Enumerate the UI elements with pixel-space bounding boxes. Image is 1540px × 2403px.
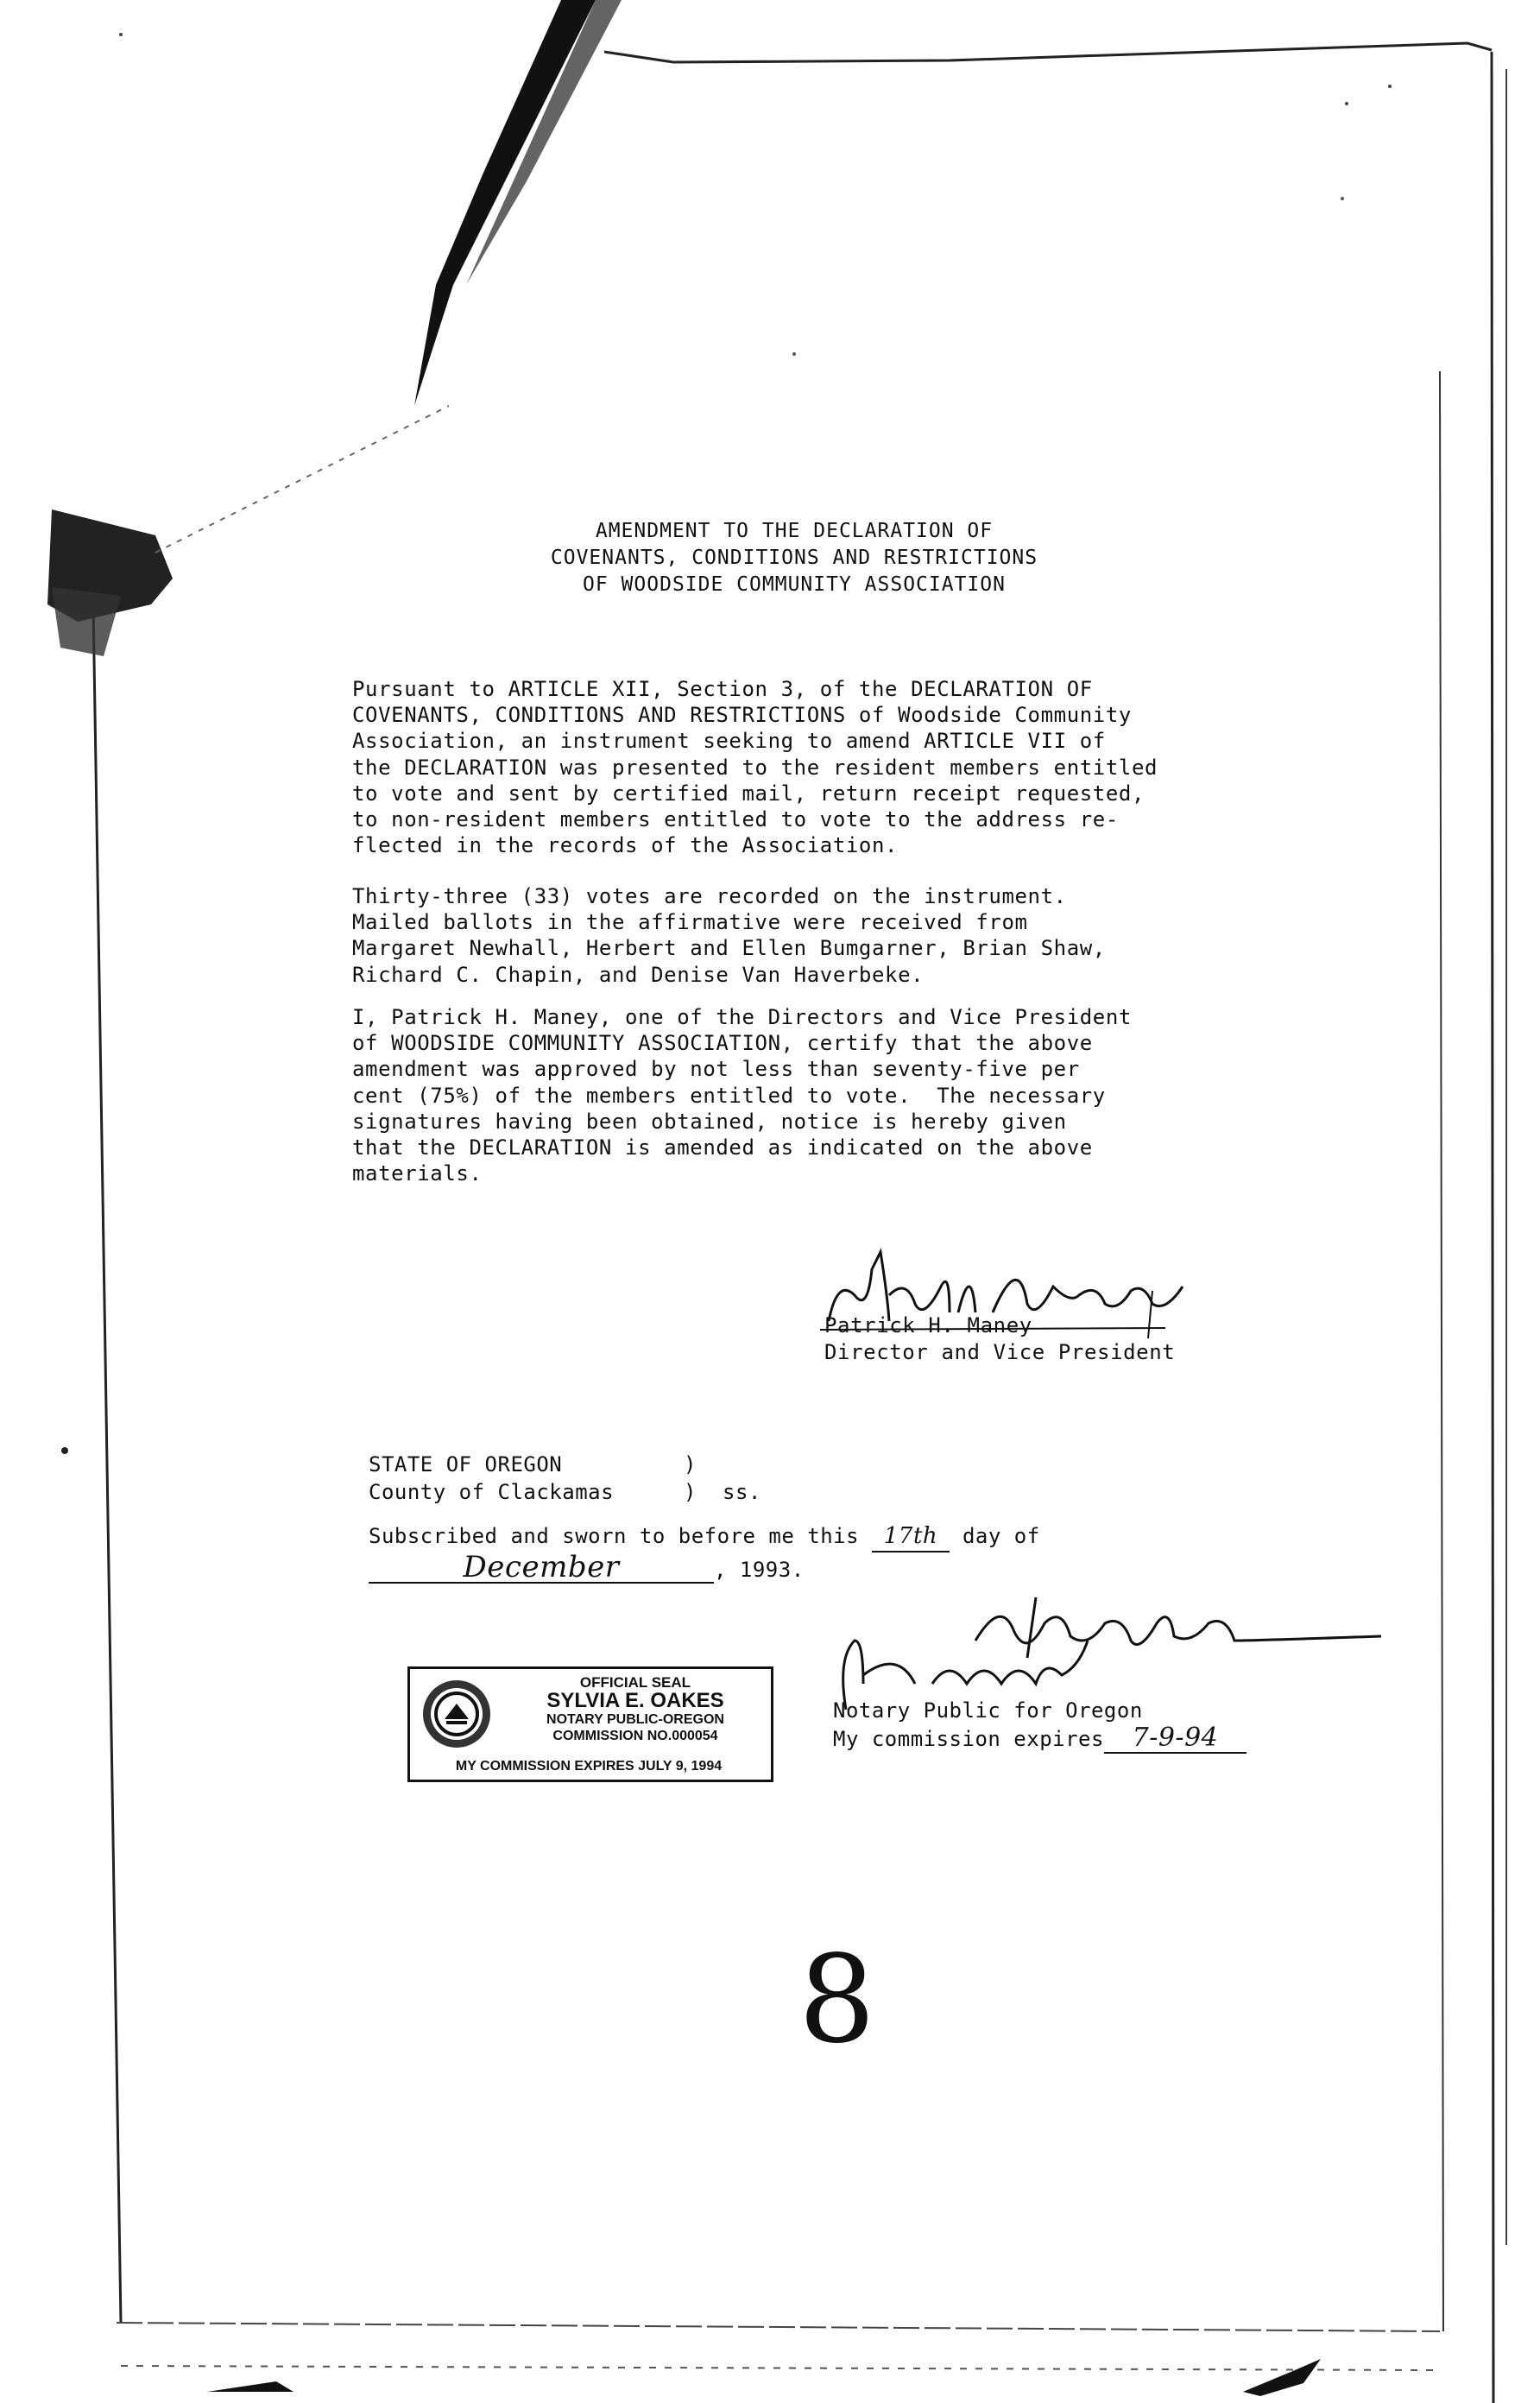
jurat-middle: day of: [950, 1524, 1040, 1548]
title-line: COVENANTS, CONDITIONS AND RESTRICTIONS: [550, 547, 1038, 569]
seal-name: SYLVIA E. OAKES: [546, 1689, 724, 1712]
paragraph-line: of WOODSIDE COMMUNITY ASSOCIATION, certify that the above: [352, 1031, 1093, 1056]
paragraph-line: COVENANTS, CONDITIONS AND RESTRICTIONS of Woodside Community: [352, 703, 1132, 728]
paragraph-line: amendment was approved by not less than seventy-five per: [352, 1057, 1080, 1082]
paragraph-line: flected in the records of the Association.: [352, 833, 899, 858]
paragraph-certification: [352, 1004, 1302, 1186]
venue-ss: ss.: [723, 1480, 761, 1504]
venue-block: [369, 1451, 761, 1506]
signature-notary: [829, 1589, 1390, 1710]
paragraph-votes: [352, 883, 1302, 988]
jurat-prefix: Subscribed and sworn to before me this: [369, 1524, 873, 1548]
paragraph-line: I, Patrick H. Maney, one of the Directors and Vice President: [352, 1005, 1132, 1029]
notary-expiration: 7-9-94: [1104, 1724, 1247, 1754]
paragraph-line: Richard C. Chapin, and Denise Van Haverbeke.: [352, 962, 925, 987]
venue-county: County of Clackamas: [369, 1480, 615, 1504]
oregon-seal-icon: [420, 1678, 493, 1750]
jurat-month: December: [369, 1552, 714, 1584]
official-seal: [407, 1666, 773, 1782]
paragraph-line: to non-resident members entitled to vote to the address re-: [352, 807, 1119, 832]
jurat: [369, 1521, 1040, 1584]
notary-line-2: My commission expires: [833, 1727, 1104, 1751]
paragraph-line: the DECLARATION was presented to the resident members entitled: [352, 755, 1158, 780]
notary-line-1: Notary Public for Oregon: [833, 1698, 1143, 1723]
venue-paren: ): [684, 1480, 697, 1504]
signatory-block: [824, 1312, 1175, 1366]
paragraph-line: that the DECLARATION is amended as indicated on the above: [352, 1135, 1093, 1160]
venue-paren: ): [684, 1452, 697, 1477]
paragraph-line: Margaret Newhall, Herbert and Ellen Bumgarner, Brian Shaw,: [352, 936, 1106, 961]
document-title: [0, 518, 1540, 598]
jurat-year: , 1993.: [714, 1558, 805, 1582]
paragraph-line: materials.: [352, 1161, 483, 1186]
paragraph-line: Pursuant to ARTICLE XII, Section 3, of the DECLARATION OF: [352, 677, 1093, 701]
paragraph-line: cent (75%) of the members entitled to vote. The necessary: [352, 1083, 1106, 1108]
seal-line: COMMISSION NO.000054: [552, 1729, 718, 1743]
notary-block: [833, 1697, 1247, 1754]
paragraph-line: signatures having been obtained, notice is hereby given: [352, 1109, 1067, 1134]
seal-line: OFFICIAL SEAL: [579, 1674, 691, 1691]
paragraph-line: Mailed ballots in the affirmative were received from: [352, 910, 1028, 935]
paragraph-line: Thirty-three (33) votes are recorded on the instrument.: [352, 884, 1067, 908]
venue-state: STATE OF OREGON: [369, 1452, 563, 1477]
paragraph-line: Association, an instrument seeking to amend ARTICLE VII of: [352, 729, 1106, 754]
jurat-day: 17th: [872, 1521, 950, 1552]
seal-expiration: MY COMMISSION EXPIRES JULY 9, 1994: [455, 1759, 723, 1774]
page-number: 8: [798, 1930, 876, 2071]
signatory-title: Director and Vice President: [824, 1340, 1176, 1364]
signatory-name: Patrick H. Maney: [824, 1313, 1032, 1337]
seal-line: NOTARY PUBLIC-OREGON: [546, 1712, 724, 1727]
paragraph-line: to vote and sent by certified mail, return receipt requested,: [352, 781, 1146, 806]
title-line: OF WOODSIDE COMMUNITY ASSOCIATION: [583, 573, 1006, 596]
title-line: AMENDMENT TO THE DECLARATION OF: [595, 520, 994, 542]
paragraph-pursuant: [352, 676, 1302, 858]
